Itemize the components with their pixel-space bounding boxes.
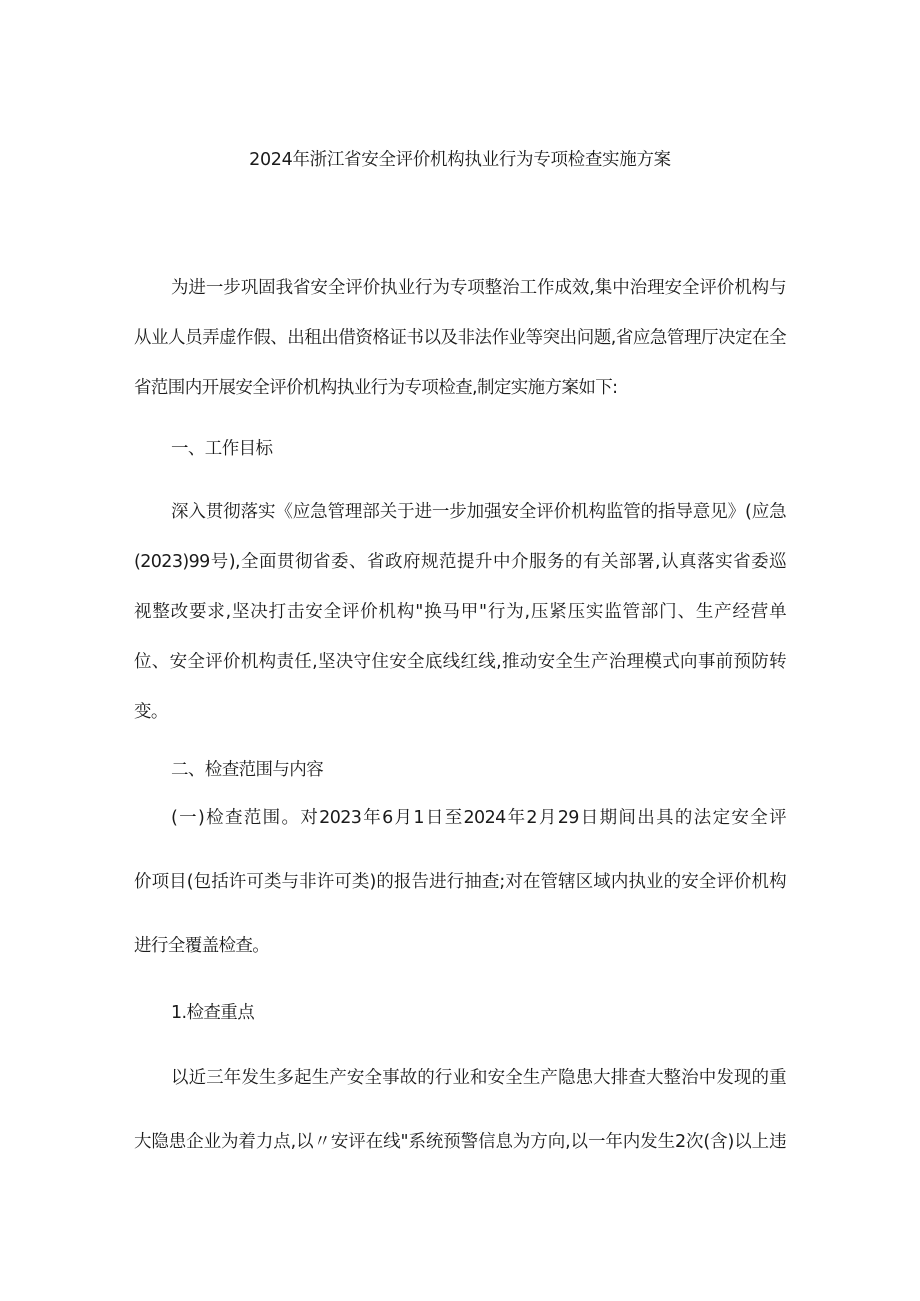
- paragraph-line: (一)检查范围。对2023年6月1日至2024年2月29日期间出具的法定安全评: [171, 808, 786, 828]
- section-heading: 二、检查范围与内容: [171, 760, 324, 780]
- paragraph-line: 视整改要求,坚决打击安全评价机构"换马甲"行为,压紧压实监管部门、生产经营单: [134, 602, 786, 622]
- paragraph-line: 大隐患企业为着力点,以〃安评在线"系统预警信息为方向,以一年内发生2次(含)以上违: [134, 1132, 786, 1152]
- document-title: 2024年浙江省安全评价机构执业行为专项检查实施方案: [249, 150, 671, 170]
- paragraph-line: 深入贯彻落实《应急管理部关于进一步加强安全评价机构监管的指导意见》(应急: [171, 502, 786, 522]
- paragraph-line: 进行全覆盖检查。: [134, 936, 270, 956]
- paragraph-line: (2023)99号),全面贯彻省委、省政府规范提升中介服务的有关部署,认真落实省委巡: [134, 552, 786, 572]
- paragraph-line: 价项目(包括许可类与非许可类)的报告进行抽查;对在管辖区域内执业的安全评价机构: [134, 872, 786, 892]
- section-heading: 一、工作目标: [171, 439, 273, 459]
- paragraph-line: 位、安全评价机构责任,坚决守住安全底线红线,推动安全生产治理模式向事前预防转: [134, 652, 786, 672]
- paragraph-line: 省范围内开展安全评价机构执业行为专项检查,制定实施方案如下:: [134, 378, 618, 398]
- paragraph-line: 从业人员弄虚作假、出租出借资格证书以及非法作业等突出问题,省应急管理厅决定在全: [134, 328, 786, 348]
- subsection-heading: 1.检查重点: [171, 1003, 255, 1023]
- paragraph-line: 变。: [134, 702, 168, 722]
- paragraph-line: 以近三年发生多起生产安全事故的行业和安全生产隐患大排查大整治中发现的重: [171, 1068, 786, 1088]
- paragraph-line: 为进一步巩固我省安全评价执业行为专项整治工作成效,集中治理安全评价机构与: [171, 278, 786, 298]
